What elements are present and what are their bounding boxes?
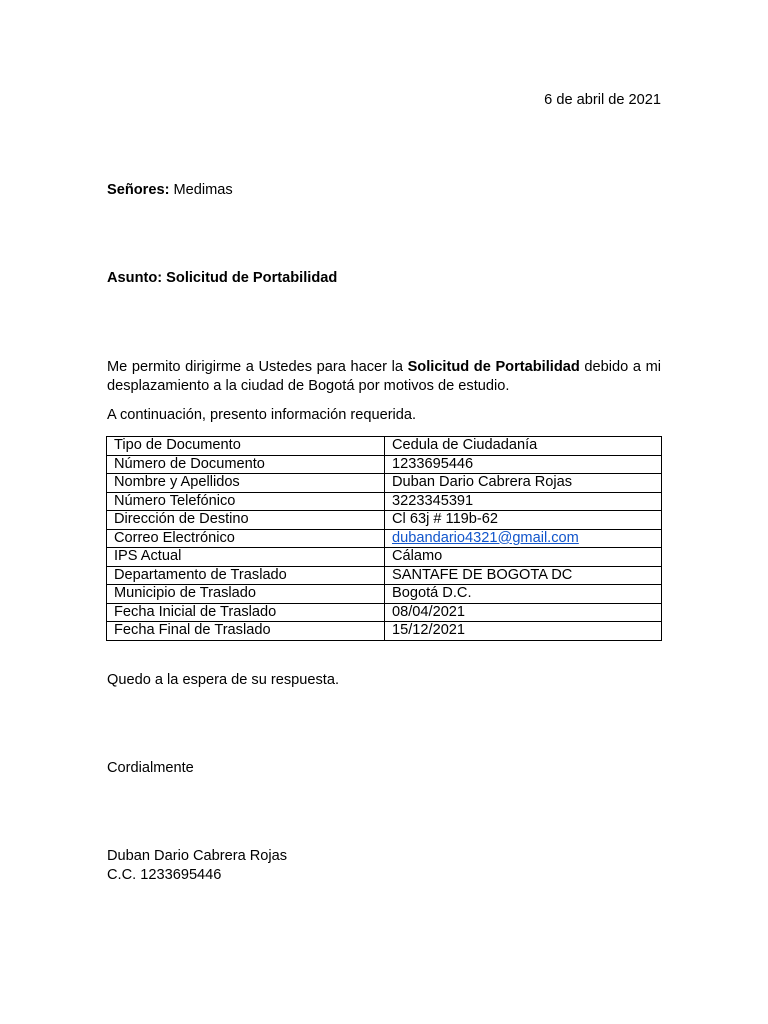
row-value: 08/04/2021 bbox=[385, 603, 662, 622]
table-row bbox=[107, 585, 662, 604]
table-row bbox=[107, 603, 662, 622]
row-label: Fecha Final de Traslado bbox=[107, 622, 385, 641]
table-row bbox=[107, 548, 662, 567]
row-label: Fecha Inicial de Traslado bbox=[107, 603, 385, 622]
row-value bbox=[385, 529, 662, 548]
table-row bbox=[107, 622, 662, 641]
paragraph-bold-phrase: Solicitud de Portabilidad bbox=[407, 359, 580, 375]
row-label: IPS Actual bbox=[107, 548, 385, 567]
row-value: SANTAFE DE BOGOTA DC bbox=[385, 566, 662, 585]
table-row bbox=[107, 566, 662, 585]
row-value: Duban Dario Cabrera Rojas bbox=[385, 474, 662, 493]
table-row bbox=[107, 437, 662, 456]
row-value: Cálamo bbox=[385, 548, 662, 567]
row-value: 3223345391 bbox=[385, 492, 662, 511]
row-label: Correo Electrónico bbox=[107, 529, 385, 548]
row-label: Tipo de Documento bbox=[107, 437, 385, 456]
row-label: Municipio de Traslado bbox=[107, 585, 385, 604]
paragraph-text-start: Me permito dirigirme a Ustedes para hacer la bbox=[107, 359, 408, 375]
intro-text: A continuación, presento información requerida. bbox=[107, 407, 417, 423]
email-link[interactable]: dubandario4321@gmail.com bbox=[392, 529, 579, 546]
row-value: 1233695446 bbox=[385, 455, 662, 474]
row-label: Nombre y Apellidos bbox=[107, 474, 385, 493]
row-label: Dirección de Destino bbox=[107, 511, 385, 530]
closing-wait-text: Quedo a la espera de su respuesta. bbox=[107, 672, 340, 688]
row-label: Número Telefónico bbox=[107, 492, 385, 511]
request-paragraph bbox=[107, 358, 661, 396]
row-value: Cedula de Ciudadanía bbox=[385, 437, 662, 456]
table-row bbox=[107, 455, 662, 474]
table-row bbox=[107, 529, 662, 548]
greeting-label: Señores: bbox=[107, 182, 170, 198]
signature-name: Duban Dario Cabrera Rojas bbox=[107, 848, 288, 864]
table-row bbox=[107, 511, 662, 530]
paragraph-text-end: debido a mi desplazamiento a la ciudad de Bogotá por motivos de estudio. bbox=[107, 359, 661, 394]
row-value: 15/12/2021 bbox=[385, 622, 662, 641]
row-value: Cl 63j # 119b-62 bbox=[385, 511, 662, 530]
table-row bbox=[107, 474, 662, 493]
greeting-recipient: Medimas bbox=[173, 182, 233, 198]
row-label: Número de Documento bbox=[107, 455, 385, 474]
subject-line: Asunto: Solicitud de Portabilidad bbox=[107, 270, 338, 286]
row-label: Departamento de Traslado bbox=[107, 566, 385, 585]
letter-date: 6 de abril de 2021 bbox=[544, 92, 661, 108]
row-value: Bogotá D.C. bbox=[385, 585, 662, 604]
info-table bbox=[106, 436, 662, 641]
table-row bbox=[107, 492, 662, 511]
greeting bbox=[107, 181, 233, 199]
closing-regards: Cordialmente bbox=[107, 760, 194, 776]
signature-id: C.C. 1233695446 bbox=[107, 867, 222, 883]
